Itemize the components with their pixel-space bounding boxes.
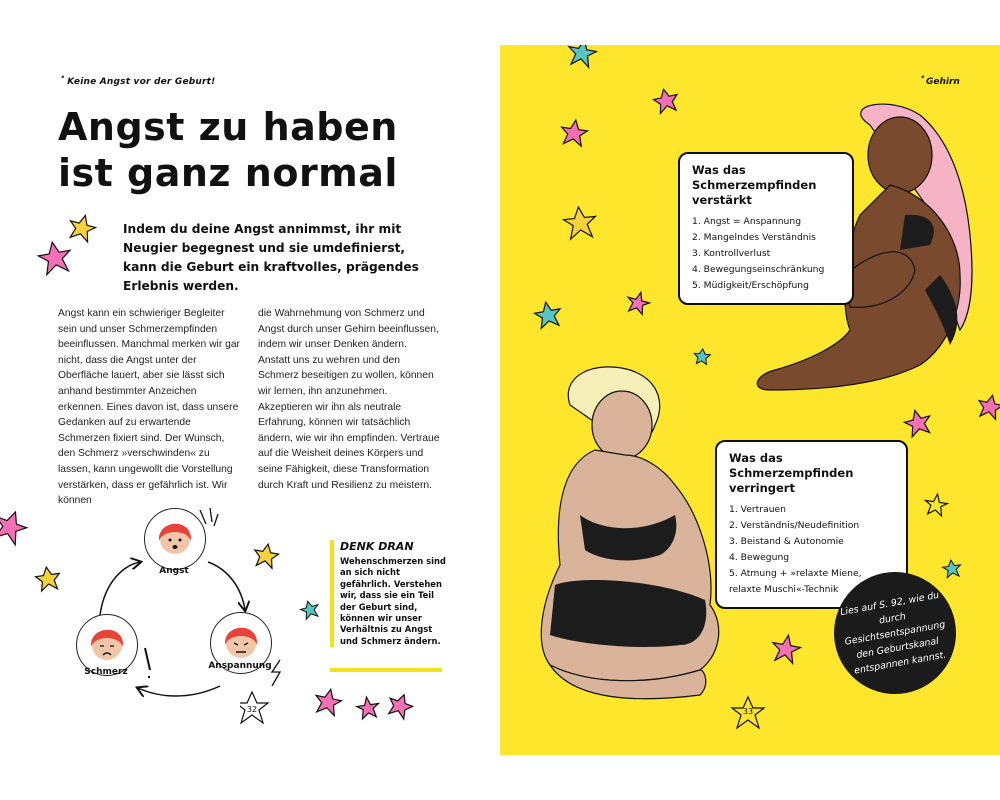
star-icon xyxy=(652,87,680,114)
star-icon xyxy=(36,239,73,275)
list-item: 4. Bewegungseinschränkung xyxy=(692,264,825,275)
woman-illustration-bottom xyxy=(541,367,718,699)
star-icon xyxy=(299,599,321,620)
cycle-label-angst: Angst xyxy=(159,566,189,576)
star-icon xyxy=(66,212,98,243)
star-icon xyxy=(902,407,933,438)
page-number-right: 33 xyxy=(742,707,754,716)
running-head-right-text: Gehirn xyxy=(926,77,960,87)
list-item: 4. Bewegung xyxy=(729,552,790,563)
lead-paragraph: Indem du deine Angst annimmst, ihr mit Neugier begegnest und sie umdefinierst, kann die Geburt ein kraftvolles, prägendes Erlebnis werden. xyxy=(123,222,419,293)
body-text-column-1: Angst kann ein schwieriger Begleiter sein und unser Schmerzempfinden beeinflussen. Manchmal merken wir gar nicht, dass die Angst unter der Oberfläche lauert, aber sie lässt sich anhand bestimmter Anzeichen erkennen. Eines davon ist, dass unsere Gedanken auf zu erwartende Schmerzen fixiert sind. Der Wunsch, den Schmerz »verschwinden« zu lassen, kann ungewollt die Vorstellung verstärken, dass er gefährlich ist. Wir können xyxy=(58,308,240,507)
star-icon xyxy=(252,542,280,569)
running-head-right xyxy=(918,73,960,87)
star-icon xyxy=(562,205,597,239)
denk-dran-text: Wehenschmerzen sind an sich nicht gefährlich. Verstehen wir, dass sie ein Teil der Geburt sind, können wir unser Verhältnis zu Angst und Schmerz ändern. xyxy=(340,556,446,646)
tick-icon: ﹡ xyxy=(918,73,926,82)
running-head-left xyxy=(58,73,216,87)
box-pain-increase-title: Was das Schmerzempfinden verstärkt xyxy=(692,163,817,207)
star-icon xyxy=(942,559,962,578)
star-icon xyxy=(976,393,1000,420)
cross-reference-text: Lies auf S. 92, wie du durch Gesichtsentspannung den Geburtskanal entspannen kannst. xyxy=(839,589,948,677)
star-icon xyxy=(625,290,652,316)
stars-left-top xyxy=(0,200,110,300)
box-pain-increase xyxy=(678,152,854,305)
star-icon xyxy=(770,633,802,664)
star-icon xyxy=(924,493,949,517)
cycle-node-angst xyxy=(144,508,206,570)
tick-icon: ﹡ xyxy=(58,73,67,82)
face-icon xyxy=(145,509,205,569)
star-icon xyxy=(533,300,563,329)
face-icon xyxy=(77,615,137,675)
list-item: 5. Müdigkeit/Erschöpfung xyxy=(692,280,809,291)
star-icon xyxy=(566,45,598,68)
box-pain-increase-list xyxy=(692,214,840,294)
list-item: 5. Atmung + »relaxte Miene, relaxte Muschi«-Technik xyxy=(729,568,862,595)
title-line-2: ist ganz normal xyxy=(58,151,398,195)
star-icon xyxy=(385,691,415,721)
list-item: 3. Beistand & Autonomie xyxy=(729,536,844,547)
cycle-label-schmerz: Schmerz xyxy=(84,667,128,677)
stars-left-margin xyxy=(0,505,60,605)
list-item: 1. Vertrauen xyxy=(729,504,786,515)
list-item: 1. Angst = Anspannung xyxy=(692,216,802,227)
page-number-left: 32 xyxy=(246,705,258,714)
cross-reference-note xyxy=(834,572,956,694)
star-icon xyxy=(559,118,588,146)
cycle-arrow xyxy=(138,686,220,696)
running-head-left-text: Keine Angst vor der Geburt! xyxy=(67,77,216,87)
list-item: 2. Verständnis/Neudefinition xyxy=(729,520,860,531)
body-text-column-2: die Wahrnehmung von Schmerz und Angst durch unser Gehirn beeinflussen, indem wir unser Denken ändern. Anstatt uns zu wehren und den Schmerz beseitigen zu wollen, können wir lernen, ihn anzunehmen. Akzeptieren wir ihn als neutrale Erfahrung, können wir tatsächlich ändern, wie wir ihn empfinden. Vertraue auf die Weisheit deines Körpers und seine Fähigkeit, diese Transformation durch Kraft und Resilienz zu meistern. xyxy=(258,308,440,491)
list-item: 3. Kontrollverlust xyxy=(692,248,771,259)
page-title xyxy=(58,104,478,196)
denk-dran-underline xyxy=(330,668,442,672)
star-icon xyxy=(0,506,31,546)
denk-dran-title: DENK DRAN xyxy=(340,540,414,553)
star-icon xyxy=(693,348,710,364)
denk-dran-box xyxy=(330,540,452,647)
star-icon xyxy=(34,565,60,591)
list-item: 2. Mangelndes Verständnis xyxy=(692,232,816,243)
cycle-label-anspannung: Anspannung xyxy=(208,661,272,671)
star-icon xyxy=(356,696,381,720)
title-line-1: Angst zu haben xyxy=(58,105,398,149)
box-pain-decrease-title: Was das Schmerzempfinden verringert xyxy=(729,451,854,495)
star-icon xyxy=(313,687,344,717)
